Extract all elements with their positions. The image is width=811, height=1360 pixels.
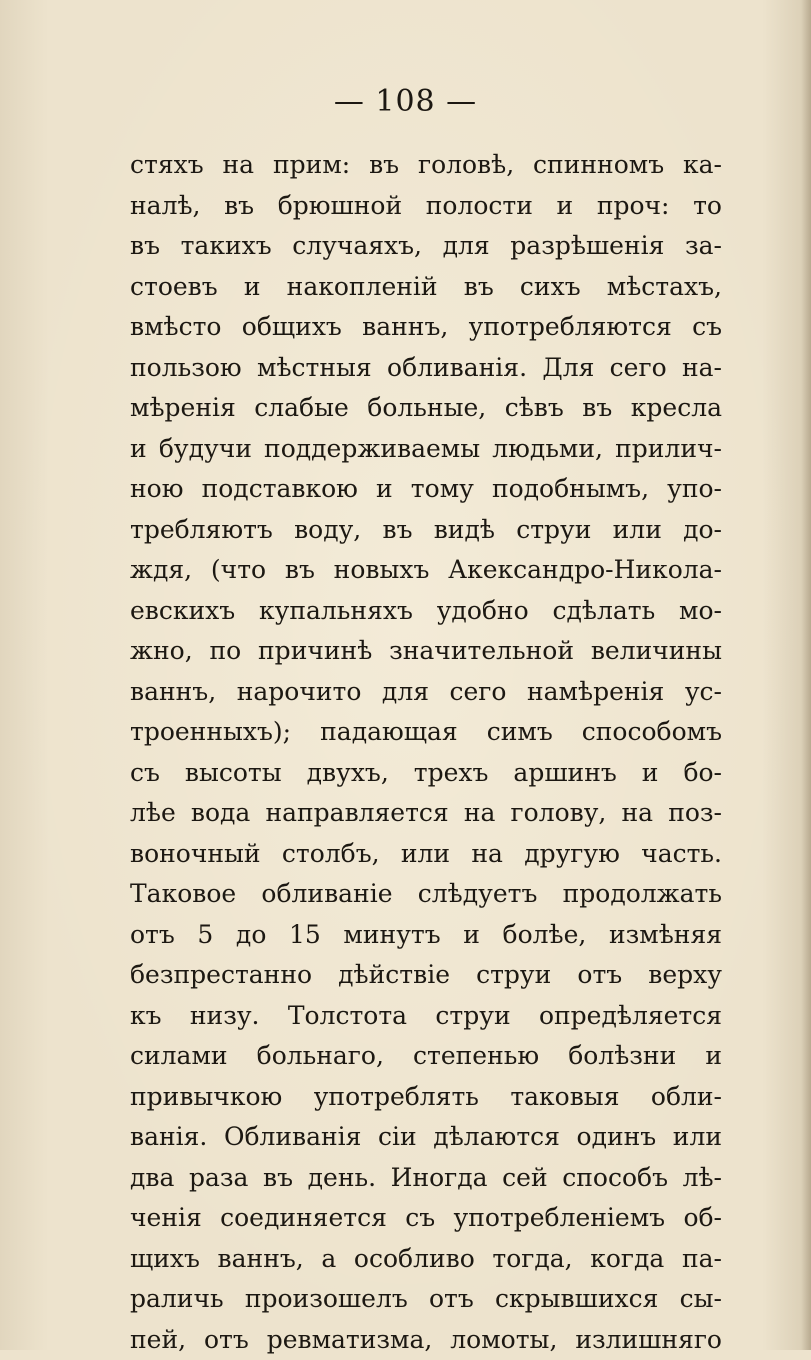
text-line: ною подставкою и тому подобнымъ, упо-	[130, 469, 722, 510]
text-line: пей, отъ ревматизма, ломоты, излишняго	[130, 1320, 722, 1360]
text-line: и будучи поддерживаемы людьми, прилич-	[130, 429, 722, 470]
text-line: вмѣсто общихъ ваннъ, употребляются съ	[130, 307, 722, 348]
text-line: ванія. Обливанія сіи дѣлаются одинъ или	[130, 1117, 722, 1158]
text-line: пользою мѣстныя обливанія. Для сего на-	[130, 348, 722, 389]
text-line: жно, по причинѣ значительной величины	[130, 631, 722, 672]
text-line: два раза въ день. Иногда сей способъ лѣ-	[130, 1158, 722, 1199]
text-line: щихъ ваннъ, а особливо тогда, когда па-	[130, 1239, 722, 1280]
text-line: стяхъ на прим: въ головѣ, спинномъ ка-	[130, 145, 722, 186]
text-line: ждя, (что въ новыхъ Акександро-Никола-	[130, 550, 722, 591]
text-line: къ низу. Толстота струи опредѣляется	[130, 996, 722, 1037]
text-line: налѣ, въ брюшной полости и проч: то	[130, 186, 722, 227]
page-edge-shadow	[801, 0, 811, 1350]
text-line: съ высоты двухъ, трехъ аршинъ и бо-	[130, 753, 722, 794]
text-line: евскихъ купальняхъ удобно сдѣлать мо-	[130, 591, 722, 632]
text-line: троенныхъ); падающая симъ способомъ	[130, 712, 722, 753]
text-line: стоевъ и накопленій въ сихъ мѣстахъ,	[130, 267, 722, 308]
text-line: мѣренія слабые больные, сѣвъ въ кресла	[130, 388, 722, 429]
text-line: требляютъ воду, въ видѣ струи или до-	[130, 510, 722, 551]
text-line: ченія соединяется съ употребленіемъ об-	[130, 1198, 722, 1239]
text-line: безпрестанно дѣйствіе струи отъ верху	[130, 955, 722, 996]
body-text	[130, 145, 722, 1360]
text-line: раличь произошелъ отъ скрывшихся сы-	[130, 1279, 722, 1320]
text-line: силами больнаго, степенью болѣзни и	[130, 1036, 722, 1077]
page-number: — 108 —	[0, 82, 811, 122]
text-line: Таковое обливаніе слѣдуетъ продолжать	[130, 874, 722, 915]
text-line: въ такихъ случаяхъ, для разрѣшенія за-	[130, 226, 722, 267]
text-line: отъ 5 до 15 минутъ и болѣе, измѣняя	[130, 915, 722, 956]
text-line: воночный столбъ, или на другую часть.	[130, 834, 722, 875]
text-line: ваннъ, нарочито для сего намѣренія ус-	[130, 672, 722, 713]
text-line: привычкою употреблять таковыя обли-	[130, 1077, 722, 1118]
text-line: лѣе вода направляется на голову, на поз-	[130, 793, 722, 834]
